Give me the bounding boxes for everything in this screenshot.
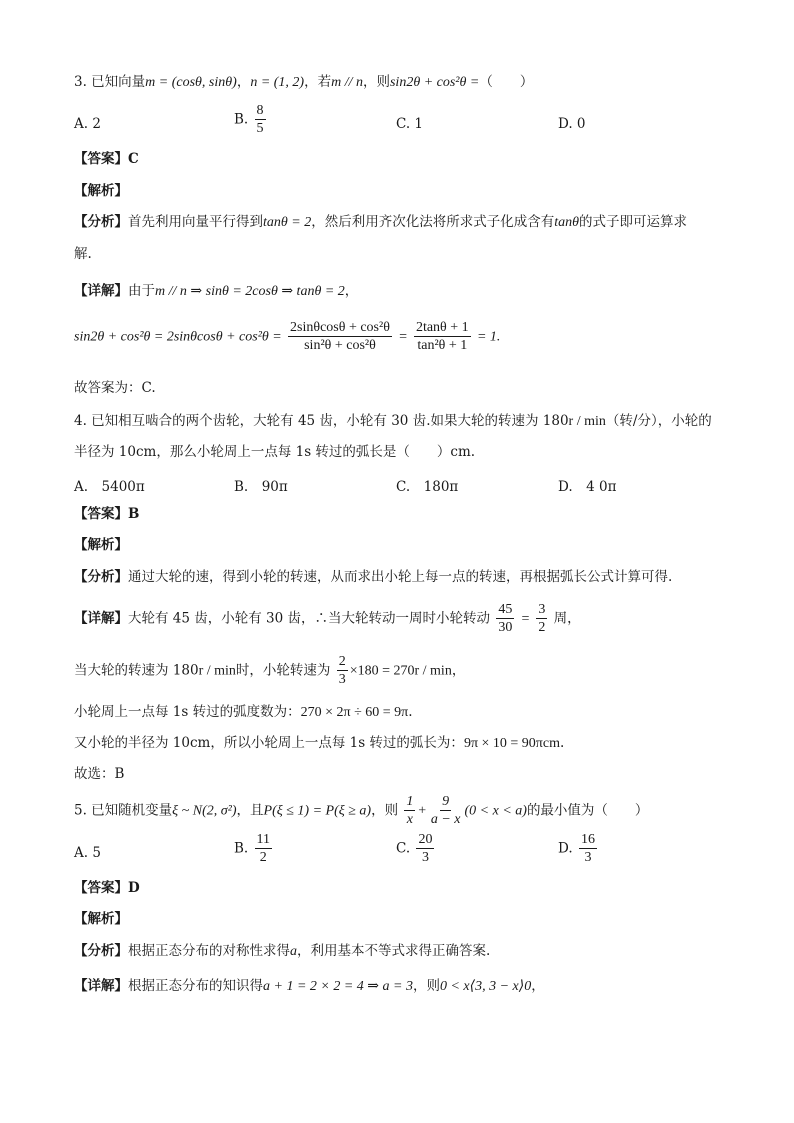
q5-xiangjie: 【详解】根据正态分布的知识得a + 1 = 2 × 2 = 4 ⇒ a = 3，则0 < x⟨3, 3 − x⟩0， [74, 978, 545, 994]
q3-option-b: B. $\frac{8}{5}$ [234, 103, 264, 137]
fraction: $\frac{3}{2}$ [538, 602, 546, 636]
q4-xiangjie-line3: 小轮周上一点每 1s 转过的弧度数为：270 × 2π ÷ 60 = 9π. [74, 704, 413, 720]
fraction: $\frac{8}{5}$ [256, 103, 264, 137]
q3-conclusion: 故答案为：C. [74, 380, 156, 396]
fraction: $\frac{2\tan\theta + 1}{\text{tan²θ + 1}}$ [415, 320, 469, 354]
fraction: $\frac{2}{3}$ [338, 654, 346, 688]
q3-fenxi-continued: 解. [74, 246, 92, 262]
q5-answer: 【答案】D [74, 880, 140, 896]
fraction: $\frac{9}{a - x}$ [430, 794, 461, 828]
fraction: $\frac{45}{30}$ [498, 602, 513, 636]
q5-option-d: D. $\frac{16}{3}$ [558, 832, 595, 866]
vector-m: m = (cosθ, sinθ) [145, 75, 237, 90]
fraction: $\frac{1}{x}$ [406, 794, 414, 828]
q5-stem: 5. 已知随机变量ξ ~ N(2, σ²)，且P(ξ ≤ 1) = P(ξ ≥ a)，则 $\frac{1}{x}$ + $\frac{9}{a - x}$ (0 < x < a)的最小值为（ ） [74, 794, 649, 828]
vector-n: n = (1, 2) [250, 75, 305, 90]
fraction: $\frac{20}{3}$ [418, 832, 433, 866]
q3-option-c: C. 1 [396, 116, 424, 132]
q4-jiexi-heading: 【解析】 [74, 537, 128, 553]
fraction: $\frac{16}{3}$ [580, 832, 595, 866]
fraction: $\frac{\text{2sinθcosθ + cos²θ}}{\text{sin²θ + cos²θ}}$ [290, 320, 390, 354]
q4-stem-line1: 4. 已知相互啮合的两个齿轮，大轮有 45 齿，小轮有 30 齿.如果大轮的转速为 180r / min（转/分），小轮的 [74, 413, 712, 429]
fraction: $\frac{11}{2}$ [256, 832, 270, 866]
q3-xiangjie: 【详解】由于m // n ⇒ sinθ = 2cosθ ⇒ tanθ = 2， [74, 283, 359, 299]
q3-answer: 【答案】C [74, 151, 139, 167]
q4-answer: 【答案】B [74, 506, 140, 522]
q4-fenxi: 【分析】通过大轮的速，得到小轮的转速，从而求出小轮上每一点的转速，再根据弧长公式计算可得. [74, 569, 673, 585]
q5-fenxi: 【分析】根据正态分布的对称性求得a，利用基本不等式求得正确答案. [74, 943, 491, 959]
q3-option-d: D. 0 [558, 116, 586, 132]
target-expression: sin2θ + cos²θ = [389, 75, 480, 90]
q4-option-c: C. 180π [396, 479, 459, 495]
q3-stem: 3. 已知向量m = (cosθ, sinθ)，n = (1, 2)，若m // n，则sin2θ + cos²θ =（ ） [74, 74, 534, 90]
q5-option-c: C. $\frac{20}{3}$ [396, 832, 433, 866]
q5-option-a: A. 5 [74, 845, 101, 861]
q4-option-a: A. 5400π [74, 479, 145, 495]
q5-jiexi-heading: 【解析】 [74, 911, 128, 927]
q4-stem-line2: 半径为 10cm，那么小轮周上一点每 1s 转过的弧长是（ ）cm. [74, 444, 476, 460]
q4-xiangjie-line4: 又小轮的半径为 10cm，所以小轮周上一点每 1s 转过的弧长为：9π × 10 = 90πcm. [74, 735, 565, 751]
parallel-condition: m // n [331, 75, 363, 90]
q3-fenxi: 【分析】首先利用向量平行得到tanθ = 2，然后利用齐次化法将所求式子化成含有tanθ的式子即可运算求 [74, 214, 687, 230]
q3-equation: sin2θ + cos²θ = 2sinθcosθ + cos²θ = $\frac{\text{2sinθcosθ + cos²θ}}{\text{sin²θ + cos²θ}}$ = $\frac{2\tan\theta + 1}{\text{tan²θ + 1}}$ = 1. [74, 320, 501, 354]
q3-jiexi-heading: 【解析】 [74, 183, 128, 199]
q5-option-b: B. $\frac{11}{2}$ [234, 832, 270, 866]
q4-xiangjie-line1: 【详解】大轮有 45 齿，小轮有 30 齿，∴当大轮转动一周时小轮转动 $\frac{45}{30}$ = $\frac{3}{2}$ 周， [74, 602, 581, 636]
q4-conclusion: 故选：B [74, 766, 125, 782]
q4-option-b: B. 90π [234, 479, 288, 495]
q4-xiangjie-line2: 当大轮的转速为 180r / min时，小轮转速为 $\frac{2}{3}$ ×180 = 270r / min， [74, 654, 466, 688]
q3-option-a: A. 2 [74, 116, 101, 132]
q4-option-d: D. 4 0π [558, 479, 617, 495]
